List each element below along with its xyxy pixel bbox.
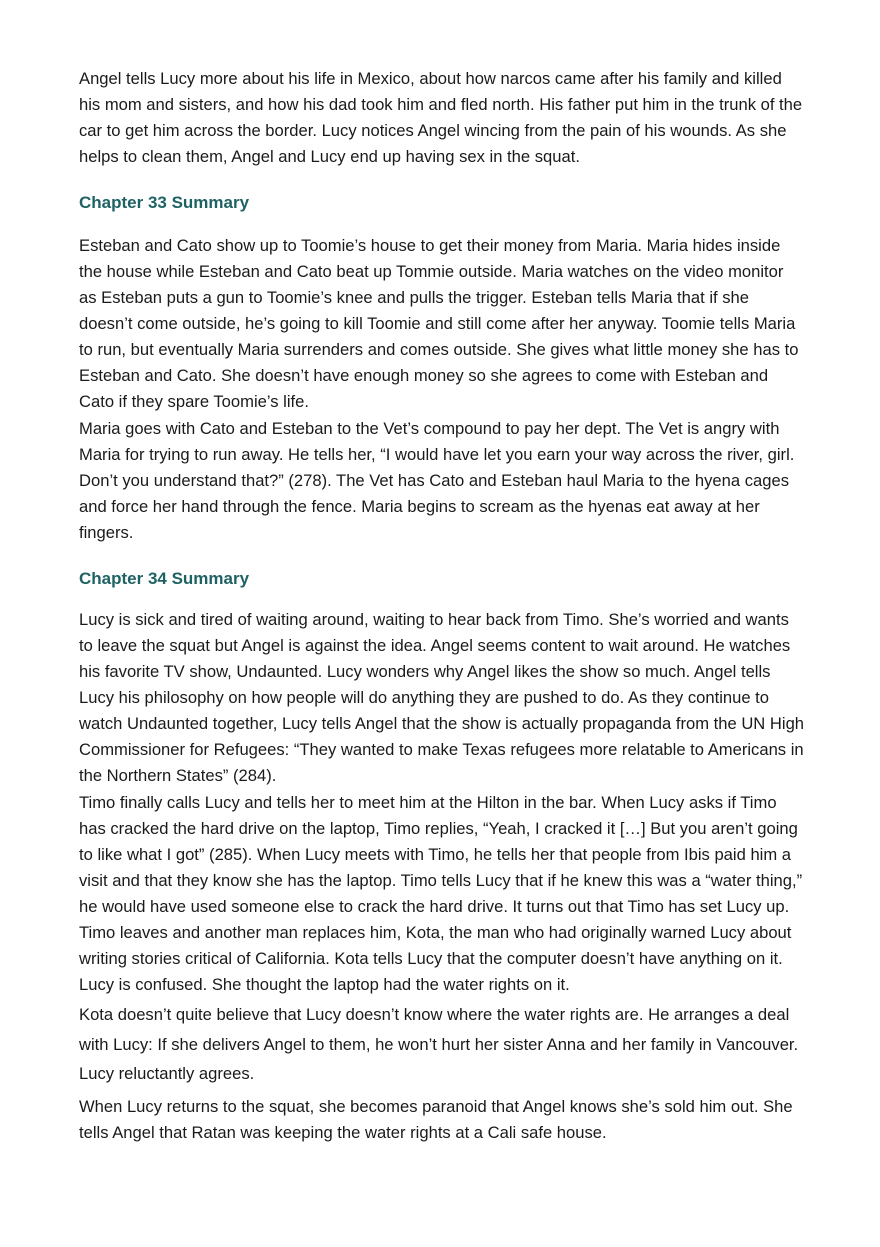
chapter-33-paragraph-2: Maria goes with Cato and Esteban to the Vet’s compound to pay her dept. The Vet is angry with Maria for trying to run away. He tells her, “I would have let you earn your way across the river, girl. Don’t you understand that?” (278). The Vet has Cato and Esteban haul Maria to the hyena cages and force her hand through the fence. Maria begins to scream as the hyenas eat away at her fingers. bbox=[79, 419, 795, 542]
chapter-34-paragraph-2: Timo finally calls Lucy and tells her to meet him at the Hilton in the bar. When Lucy asks if Timo has cracked the hard drive on the laptop, Timo replies, “Yeah, I cracked it […] But you aren’t going to like what I got” (285). When Lucy meets with Timo, he tells her that people from Ibis paid him a visit and that they know she has the laptop. Timo tells Lucy that if he knew this was a “water thing,” he would have used someone else to crack the hard drive. It turns out that Timo has set Lucy up. Timo leaves and another man replaces him, Kota, the man who had originally warned Lucy about writing stories critical of California. Kota tells Lucy that the computer doesn’t have anything on it. Lucy is confused. She thought the laptop had the water rights on it. bbox=[79, 793, 803, 994]
chapter-34-paragraph-3: When Lucy returns to the squat, she becomes paranoid that Angel knows she’s sold him out. She tells Angel that Ratan was keeping the water rights at a Cali safe house. bbox=[79, 1096, 793, 1142]
document-page bbox=[79, 66, 805, 1146]
chapter-34-paragraph-1: Lucy is sick and tired of waiting around, waiting to hear back from Timo. She’s worried and wants to leave the squat but Angel is against the idea. Angel seems content to wait around. He watches his favorite TV show, Undaunted. Lucy wonders why Angel likes the show so much. Angel tells Lucy his philosophy on how people will do anything they are pushed to do. As they continue to watch Undaunted together, Lucy tells Angel that the show is actually propaganda from the UN High Commissioner for Refugees: “They wanted to make Texas refugees more relatable to Americans in the Northern States” (284). bbox=[79, 610, 805, 785]
chapter-33-heading: Chapter 33 Summary bbox=[79, 193, 250, 212]
chapter-33-paragraph-1: Esteban and Cato show up to Toomie’s house to get their money from Maria. Maria hides inside the house while Esteban and Cato beat up Tommie outside. Maria watches on the video monitor as Esteban puts a gun to Toomie’s knee and pulls the trigger. Esteban tells Maria that if she doesn’t come outside, he’s going to kill Toomie and still come after her anyway. Toomie tells Maria to run, but eventually Maria surrenders and comes outside. She gives what little money she has to Esteban and Cato. She doesn’t have enough money so she agrees to come with Esteban and Cato if they spare Toomie’s life. bbox=[79, 236, 799, 411]
chapter-34-heading: Chapter 34 Summary bbox=[79, 569, 250, 588]
intro-paragraph: Angel tells Lucy more about his life in Mexico, about how narcos came after his family and killed his mom and sisters, and how his dad took him and fled north. His father put him in the trunk of the car to get him across the border. Lucy notices Angel wincing from the pain of his wounds. As she helps to clean them, Angel and Lucy end up having sex in the squat. bbox=[79, 69, 803, 166]
chapter-34-paragraph-2-continued: Kota doesn’t quite believe that Lucy doesn’t know where the water rights are. He arranges a deal with Lucy: If she delivers Angel to them, he won’t hurt her sister Anna and her family in Vancouver. Lucy reluctantly agrees. bbox=[79, 1005, 799, 1083]
